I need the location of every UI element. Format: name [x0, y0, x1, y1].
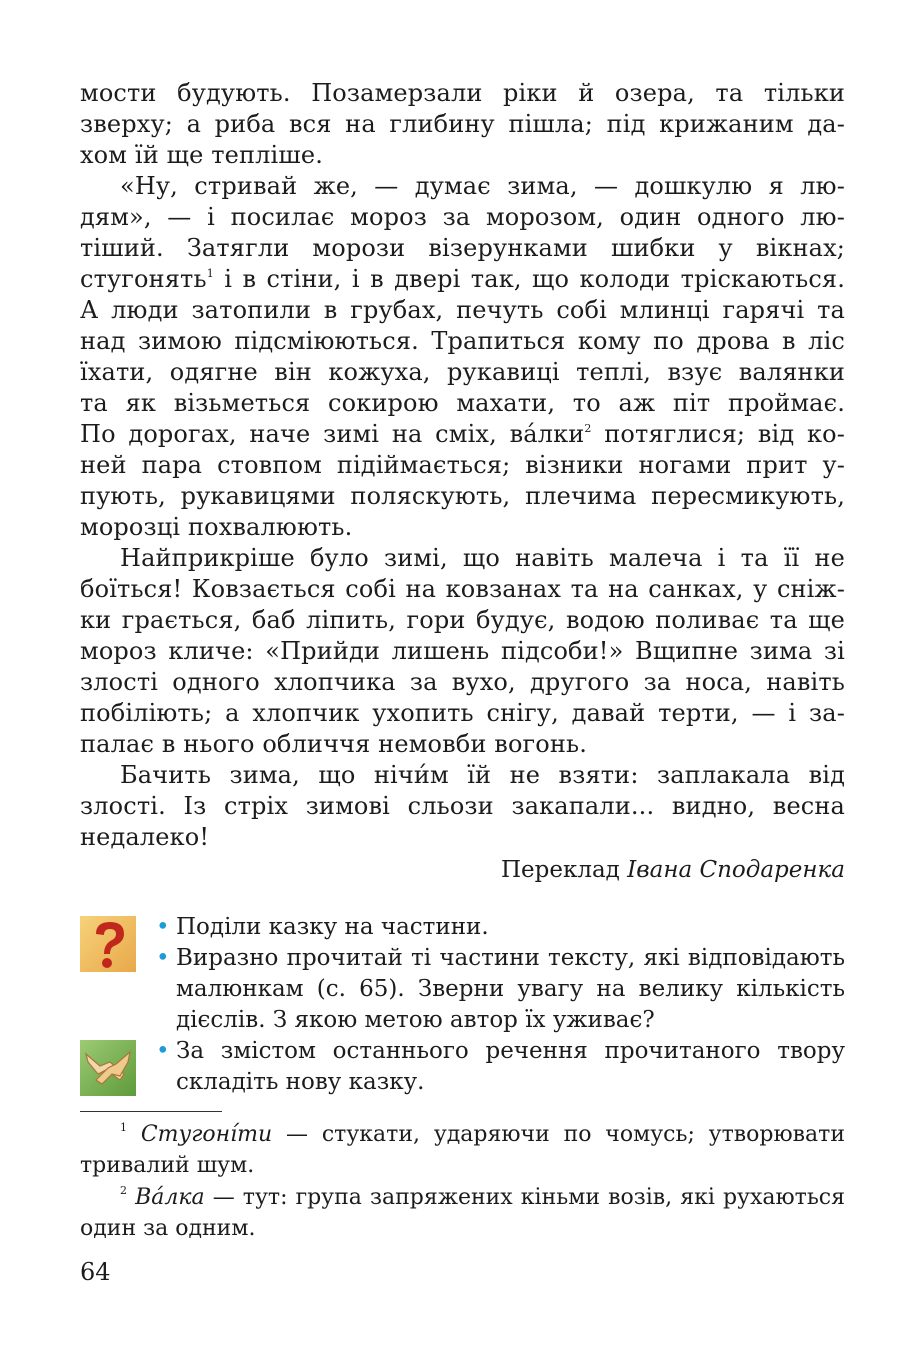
text-line: дям», — і посилає мороз за морозом, один одного лю-	[80, 203, 845, 231]
footnote-mark: 2	[120, 1184, 127, 1197]
translator-signature	[80, 855, 845, 886]
text-line: А люди затопили в грубах, печуть собі млинці гарячі та	[80, 296, 845, 324]
task-item: • Поділи казку на частини.	[154, 912, 845, 943]
task-item: • Виразно прочитай ті частини тексту, які відповідають малюнкам (с. 65). Зверни увагу на велику кількість дієслів. З якою метою автор їх уживає?	[156, 945, 845, 1033]
text-line: недалеко!	[80, 823, 210, 851]
text-line: пують, рукавицями поляскують, плечима пересмикують,	[80, 482, 845, 510]
text-line: мороз кличе: «Прийди лишень підсоби!» Вщипне зима зі	[80, 637, 845, 665]
word-stugoniat: стугонять	[80, 265, 207, 293]
bullet-icon: •	[156, 945, 170, 971]
text-line: зверху; а риба вся на глибину пішла; під крижаним да-	[80, 110, 845, 138]
text-line: «Ну, стривай же, — думає зима, — дошкулю я лю-	[120, 172, 845, 200]
handshake-icon	[80, 1040, 136, 1096]
text-fragment: потяглися; від ко-	[604, 420, 845, 448]
text-line: хом їй ще тепліше.	[80, 141, 323, 169]
bullet-icon: •	[156, 914, 170, 940]
footnote-term: Стугоні́ти	[140, 1122, 273, 1147]
question-mark-icon	[80, 916, 136, 972]
task-item: • За змістом останнього речення прочитаного твору складіть нову казку.	[156, 1038, 845, 1095]
footnote-1	[80, 1119, 845, 1181]
text-line: злості одного хлопчика за вухо, другого за носа, навіть	[80, 668, 845, 696]
text-line: злості. Із стріх зимові сльози закапали... видно, весна	[80, 792, 845, 820]
text-line: та як візьметься сокирою махати, то аж піт проймає.	[80, 389, 845, 417]
paragraph-4	[80, 760, 845, 853]
text-line: над зимою підсміюються. Трапиться кому по дрова в ліс	[80, 327, 845, 355]
footnote-text: — тут: група запряжених кіньми возів, які рухаються один за одним.	[80, 1185, 845, 1241]
text-line: побіліють; а хлопчик ухопить снігу, давай терти, — і за-	[80, 699, 845, 727]
footnote-divider	[80, 1111, 222, 1112]
text-fragment: По дорогах, наче зимі на сміх, ва́лки	[80, 420, 585, 448]
text-line: їхати, одягне він кожуха, рукавиці теплі, взує валянки	[80, 358, 845, 386]
text-line: палає в нього обличчя немовби вогонь.	[80, 730, 588, 758]
footnote-term: Ва́лка	[135, 1185, 205, 1210]
task-group-questions	[80, 912, 845, 1036]
text-line	[80, 419, 845, 450]
text-line: ней пара стовпом підіймається; візники ногами прит у-	[80, 451, 845, 479]
text-line	[80, 264, 845, 295]
footnote-text: — стукати, ударяючи по чомусь; утворювати тривалий шум.	[80, 1122, 845, 1178]
footnote-2	[80, 1182, 845, 1244]
story-text	[80, 78, 845, 886]
text-line: морозці похвалюють.	[80, 513, 353, 541]
text-line: тіший. Затягли морози візерунками шибки у вікнах;	[80, 234, 845, 262]
tasks-section	[80, 912, 845, 1098]
page-number: 64	[80, 1258, 111, 1286]
paragraph-2	[80, 171, 845, 543]
translator-name: Івана Сподаренка	[627, 857, 845, 883]
paragraph-1	[80, 78, 845, 171]
text-line: ки грається, баб ліпить, гори будує, водою поливає та ще	[80, 606, 845, 634]
text-line: боїться! Ковзається собі на ковзанах та на санках, у сніж-	[80, 575, 845, 603]
text-line: Бачить зима, що нічи́м їй не взяти: заплакала від	[120, 761, 845, 789]
footnote-mark-1: 1	[206, 267, 214, 280]
text-line: мости будують. Позамерзали ріки й озера, та тільки	[80, 79, 845, 107]
footnote-mark-2: 2	[584, 422, 592, 435]
paragraph-3	[80, 543, 845, 760]
task-group-creative	[80, 1036, 845, 1098]
footnote-mark: 1	[120, 1121, 127, 1134]
signature-prefix: Переклад	[500, 857, 628, 883]
bullet-icon: •	[156, 1038, 170, 1064]
text-line: Найприкріше було зимі, що навіть малеча і та її не	[120, 544, 845, 572]
text-fragment: і в стіни, і в двері так, що колоди тріскаються.	[224, 265, 845, 293]
